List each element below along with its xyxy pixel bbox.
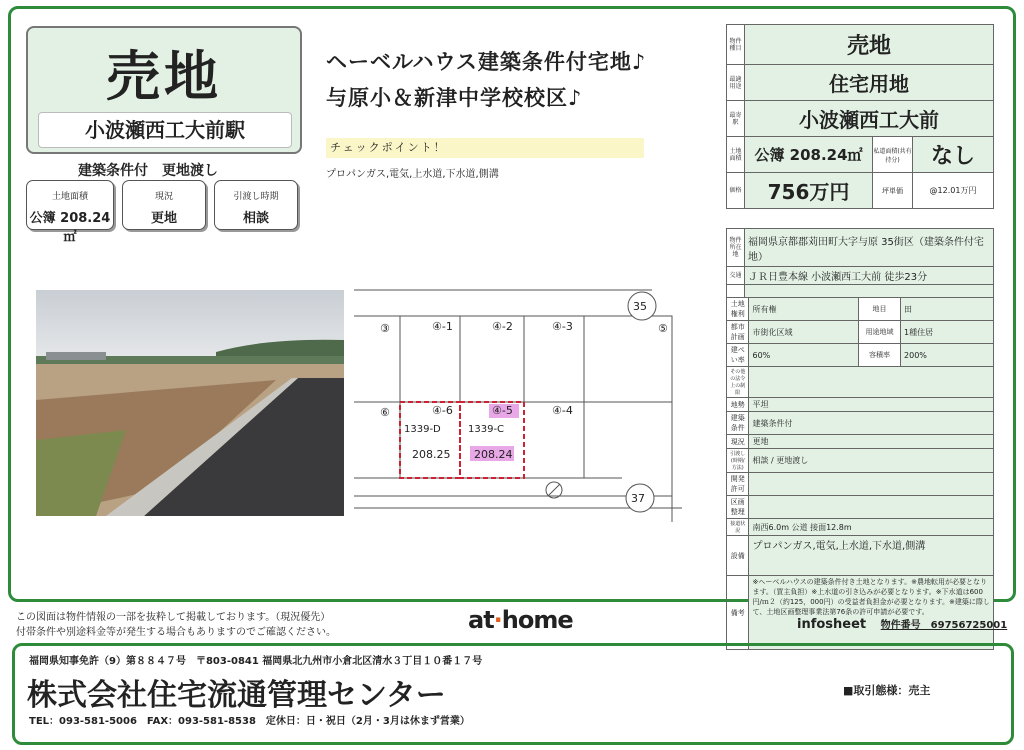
tsubo-label: 坪単価 [873,173,913,209]
station-label: 最寄駅 [727,101,745,137]
terrain-label: 地勢 [727,398,749,412]
location-label: 物件所在地 [727,229,745,267]
zoning-value: 1種住居 [901,321,994,344]
lot-label: ④-1 [432,320,453,333]
price-label: 価格 [727,173,745,209]
road-value: 南西6.0m 公道 接面12.8m [749,519,994,536]
block-35-label: 35 [633,300,647,313]
remarks-value: ※ヘーベルハウスの建築条件付き土地となります。※農地転用が必要となります。（買主負担）※上水道の引き込みが必要となります。※下水道は600円/ｍ２（約125，000円）の受益者負担金が必要となります。※建築に際して、土地区画整理事業法第76条の許可申請が必要です。 [749,576,994,650]
details-table [726,228,994,650]
build-cond-label: 建築条件 [727,412,749,435]
right-value: 所有権 [749,298,859,321]
location-value: 福岡県京都郡苅田町大字与原 35街区（建築条件付宅地） [745,229,994,267]
land-category-label: 地目 [859,298,901,321]
lot-area-c: 208.24 [474,448,513,461]
logo-at: at [468,606,494,634]
contact-info: TEL：093-581-5006 FAX：093-581-8538 定休日：日・祝日（2月・3月は休まず営業） [29,716,470,727]
station-name: 小波瀬西工大前駅 [38,112,292,148]
land-area-box: 土地面積 公簿 208.24㎡ [26,180,114,230]
area-label: 土地面積 [727,137,745,173]
tsubo-value: @12.01万円 [913,173,994,209]
type-label: 物件種目 [727,25,745,65]
dev-permit-label: 開発許可 [727,473,749,496]
far-label: 容積率 [859,344,901,367]
logo-home: home [501,606,573,634]
lot-label: ③ [380,322,390,335]
facility-label: 設備 [727,536,749,576]
spacer-value [745,285,994,298]
replot-value [749,496,994,519]
lot-label-highlight: ④-5 [492,404,513,417]
spacer-label [727,285,745,298]
sale-type: 売地 [106,45,222,108]
status-value: 更地 [749,435,994,449]
delivery-value: 相談 / 更地渡し [749,449,994,473]
property-number: 物件番号 69756725001 [880,620,1008,631]
delivery-label: 引渡し(時期/方法) [727,449,749,473]
athome-logo [468,606,573,634]
other-law-label: その他の法令上の制限 [727,367,749,398]
headline-1: ヘーベルハウス建築条件付宅地♪ [326,50,647,74]
land-category-value: 田 [901,298,994,321]
lot-label: ④-6 [432,404,453,417]
status-box: 現況 更地 [122,180,206,230]
lot-area-d: 208.25 [412,448,451,461]
check-point-detail: プロパンガス,電気,上水道,下水道,側溝 [326,169,499,180]
lot-label: ④-4 [552,404,573,417]
transport-label: 交通 [727,267,745,285]
sale-title-panel [26,26,302,154]
right-label: 土地権利 [727,298,749,321]
use-value: 住宅用地 [745,65,994,101]
company-box [12,643,1014,745]
license-address: 福岡県知事免許（9）第８８４７号 〒803-0841 福岡県北九州市小倉北区清水３丁目１０番１７号 [29,656,483,667]
build-cond-value: 建築条件付 [749,412,994,435]
check-point-title: チェックポイント！ [326,138,644,158]
station-value: 小波瀬西工大前 [745,101,994,137]
lot-number-d: 1339-D [404,424,441,435]
private-road-value: なし [913,137,994,173]
block-37-label: 37 [631,492,645,505]
headline-2: 与原小＆新津中学校校区♪ [326,86,583,110]
private-road-label: 私道面積(共有持分) [873,137,913,173]
far-value: 200% [901,344,994,367]
delivery-box: 引渡し時期 相談 [214,180,298,230]
lot-label: ⑥ [380,406,390,419]
infosheet [797,616,1007,632]
terrain-value: 平坦 [749,398,994,412]
site-photo [36,290,344,516]
status-label: 現況 [727,435,749,449]
city-plan-value: 市街化区域 [749,321,859,344]
summary-table [726,24,994,209]
lot-number-c: 1339-C [468,424,505,435]
area-value: 公簿 208.24㎡ [745,137,873,173]
disclaimer-line-1: この図面は物件情報の一部を抜粋して掲載しております。（現況優先） [16,612,331,623]
logo-dot: · [493,606,502,634]
zoning-label: 用途地域 [859,321,901,344]
company-name: 株式会社住宅流通管理センター [27,678,446,713]
disclaimer-line-2: 付帯条件や別途料金等が発生する場合もありますのでご確認ください。 [16,627,336,638]
disclaimer [16,610,336,640]
type-value: 売地 [745,25,994,65]
remarks-label: 備考 [727,576,749,650]
transport-value: ＪＲ日豊本線 小波瀬西工大前 徒歩23分 [745,267,994,285]
facility-value: プロパンガス,電気,上水道,下水道,側溝 [749,536,994,576]
lot-label: ④-3 [552,320,573,333]
dev-permit-value [749,473,994,496]
price-value: 756万円 [745,173,873,209]
plot-map [352,286,682,522]
use-label: 最適用途 [727,65,745,101]
replot-label: 区画整理 [727,496,749,519]
road-label: 接道状況 [727,519,749,536]
city-plan-label: 都市計画 [727,321,749,344]
transaction-type: ■取引態様：売主 [843,684,931,697]
lot-label: ④-2 [492,320,513,333]
coverage-label: 建ぺい率 [727,344,749,367]
coverage-value: 60% [749,344,859,367]
other-law-value [749,367,994,398]
infosheet-label: infosheet [797,617,867,632]
lot-label: ⑤ [658,322,668,335]
condition-text: 建築条件付 更地渡し [78,163,218,179]
